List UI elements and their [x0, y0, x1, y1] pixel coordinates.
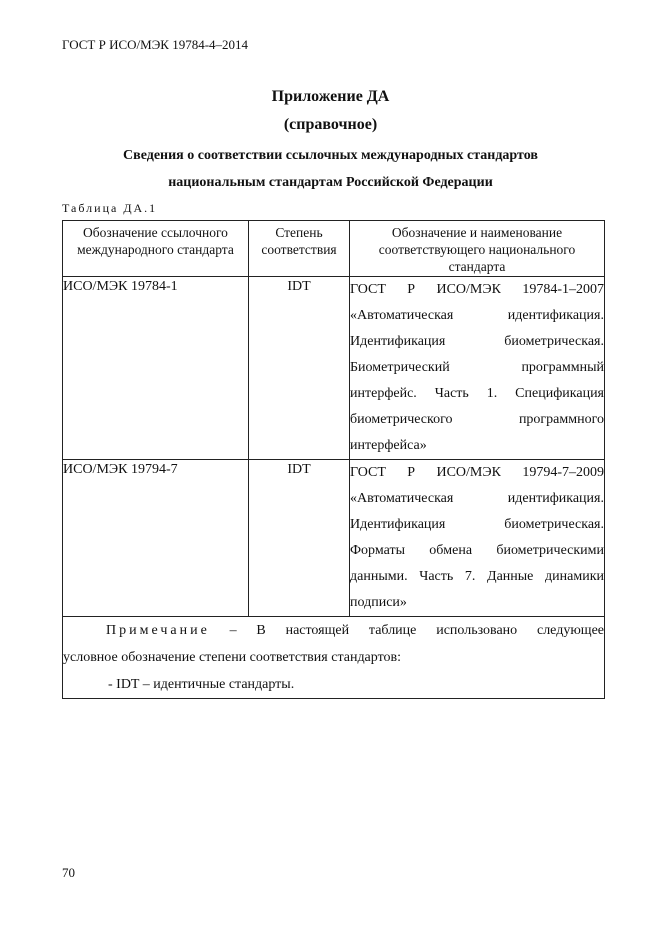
section-heading-line1: Сведения о соответствии ссылочных международных стандартов — [123, 148, 538, 163]
document-code-header: ГОСТ Р ИСО/МЭК 19784-4–2014 — [62, 37, 249, 52]
table-row — [63, 460, 605, 617]
table-cell-national: ГОСТ Р ИСО/МЭК 19784-1–2007 «Автоматическая идентификация. Идентификация биометрическая. Биометрический программный интерфейс. Часть 1. Спецификация биометрического программного интерфейса» — [350, 277, 605, 460]
table-cell-degree: IDT — [249, 460, 350, 617]
appendix-kind: (справочное) — [283, 116, 378, 133]
appendix-title: Приложение ДА — [271, 88, 390, 105]
table-header-row — [63, 221, 605, 277]
table-cell-ref: ИСО/МЭК 19784-1 — [63, 277, 249, 460]
table-note — [63, 617, 605, 699]
table-row — [63, 277, 605, 460]
section-heading-line2: национальным стандартам Российской Федерации — [168, 175, 493, 190]
column-header: Обозначение и наименование соответствующего национального стандарта — [350, 221, 605, 277]
table-label: Таблица ДА.1 — [62, 201, 158, 215]
note-label: Примечание — [106, 623, 210, 638]
note-text-line1: – В настоящей таблице использовано следующее — [209, 623, 604, 638]
page-number: 70 — [62, 865, 75, 880]
correspondence-table — [62, 220, 605, 699]
note-text-line2: условное обозначение степени соответствия стандартов: — [63, 650, 402, 665]
table-note-row — [63, 617, 605, 699]
column-header: Обозначение ссылочного международного стандарта — [63, 221, 249, 277]
column-header: Степень соответствия — [249, 221, 350, 277]
table-cell-national: ГОСТ Р ИСО/МЭК 19794-7–2009 «Автоматическая идентификация. Идентификация биометрическая. Форматы обмена биометрическими данными. Часть 7. Данные динамики подписи» — [350, 460, 605, 617]
note-line1 — [63, 617, 604, 644]
note-text-line3: - IDT – идентичные стандарты. — [108, 677, 295, 692]
table-cell-degree: IDT — [249, 277, 350, 460]
table-cell-ref: ИСО/МЭК 19794-7 — [63, 460, 249, 617]
